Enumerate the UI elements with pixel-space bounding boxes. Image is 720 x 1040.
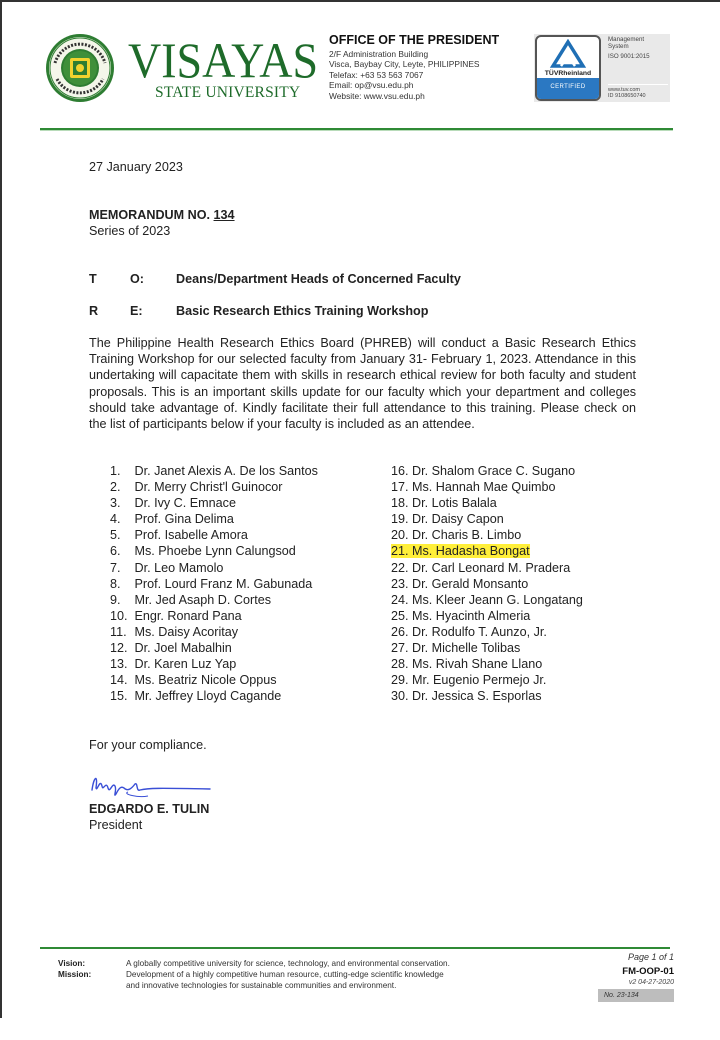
participant-number: 13. [110, 657, 128, 672]
participant-number: 18. [391, 496, 409, 511]
participant-name: Ms. Rivah Shane Llano [412, 657, 543, 672]
participant-name: Ms. Hadasha Bongat [412, 544, 530, 559]
participant-name: Dr. Lotis Balala [412, 496, 497, 511]
participant-number: 12. [110, 641, 128, 656]
participant-name: Dr. Carl Leonard M. Pradera [412, 560, 571, 575]
participant-entry [391, 464, 575, 478]
form-version: v2 04-27-2020 [628, 979, 674, 986]
vision-label: Vision: [58, 959, 86, 968]
participant-name: Dr. Joel Mabalhin [134, 641, 232, 656]
signatory-title: President [89, 818, 143, 832]
re-subject: Basic Research Ethics Training Workshop [176, 304, 429, 318]
participant-name: Dr. Michelle Tolibas [412, 641, 521, 656]
participant-item [391, 511, 583, 527]
form-info [594, 951, 674, 1002]
participant-entry [391, 593, 583, 607]
participant-entry [391, 657, 542, 671]
participant-number: 7. [110, 560, 121, 575]
participant-number: 27. [391, 641, 409, 656]
participant-name: Dr. Shalom Grace C. Sugano [412, 464, 576, 478]
form-number: FM-OOP-01 [622, 966, 674, 977]
participant-entry [391, 641, 520, 655]
participant-number: 29. [391, 673, 409, 688]
participant-entry [391, 480, 556, 494]
highlighted-participant [391, 544, 530, 558]
participant-item [391, 479, 583, 495]
participant-item [391, 672, 583, 688]
participant-item [110, 511, 318, 527]
participant-number: 10. [110, 608, 128, 623]
brand-subtitle: STATE UNIVERSITY [155, 84, 301, 101]
cert-divider [608, 60, 668, 85]
memo-label: MEMORANDUM NO. [89, 208, 211, 222]
participants-list-right [391, 463, 583, 704]
to-recipient: Deans/Department Heads of Concerned Faculty [176, 272, 461, 286]
to-label-b: O: [130, 272, 144, 286]
participant-name: Dr. Jessica S. Esporlas [412, 689, 542, 704]
participant-number: 2. [110, 480, 121, 495]
cert-web: www.tuv.com [608, 86, 640, 93]
participant-item [391, 640, 583, 656]
participant-item [110, 527, 318, 543]
participant-entry [110, 689, 281, 703]
participant-number: 23. [391, 576, 409, 591]
participant-item [110, 640, 318, 656]
participant-entry [110, 464, 318, 478]
participant-item [110, 688, 318, 704]
participant-number: 5. [110, 528, 121, 543]
participant-name: Mr. Jeffrey Lloyd Cagande [134, 689, 282, 704]
brand-name: VISAYAS [128, 32, 319, 88]
participant-entry [391, 561, 570, 575]
participant-name: Dr. Ivy C. Emnace [134, 496, 236, 511]
memo-body: The Philippine Health Research Ethics Board (PHREB) will conduct a Basic Research Ethics Training Workshop for our selected faculty from January 31- February 1, 2023. Attendance in this undertaking will capacitate them with skills in research ethical review for both faculty and student proposals. This is an important skills update for our faculty which your department and colleges should take advantage of. Kindly facilitate their full attendance to this training. Please check on the list of participants below if your faculty is included as an attendee. [89, 336, 636, 432]
participant-item [110, 656, 318, 672]
participant-item [110, 592, 318, 608]
participant-entry [391, 528, 521, 542]
participant-entry [391, 577, 528, 591]
participant-number: 11. [110, 624, 127, 639]
vision-text: A globally competitive university for science, technology, and environmental conservation. [126, 959, 450, 968]
signature-image [88, 768, 218, 800]
participant-name: Ms. Phoebe Lynn Calungsod [134, 544, 296, 559]
footer-statements [126, 958, 566, 991]
participant-name: Ms. Hannah Mae Quimbo [412, 480, 556, 495]
participant-number: 3. [110, 496, 121, 511]
participant-number: 26. [391, 624, 409, 639]
participant-item [391, 624, 583, 640]
participant-item [391, 560, 583, 576]
office-website: Website: www.vsu.edu.ph [329, 90, 425, 101]
participant-number: 24. [391, 592, 409, 607]
participant-name: Prof. Gina Delima [134, 512, 234, 527]
mission-text-line: Development of a highly competitive human resource, cutting-edge scientific knowledge [126, 970, 444, 979]
participant-entry [391, 689, 542, 703]
office-telefax: Telefax: +63 53 563 7067 [329, 69, 424, 80]
participant-name: Mr. Eugenio Permejo Jr. [412, 673, 547, 688]
memo-date: 27 January 2023 [89, 160, 183, 174]
participant-name: Ms. Beatriz Nicole Oppus [134, 673, 277, 688]
participant-name: Dr. Rodulfo T. Aunzo, Jr. [412, 624, 547, 639]
participant-entry [110, 577, 312, 591]
participant-name: Dr. Karen Luz Yap [134, 657, 237, 672]
participant-name: Ms. Kleer Jeann G. Longatang [412, 592, 583, 607]
mission-text-line: and innovative technologies for sustainable communities and environment. [126, 981, 397, 990]
participant-item [110, 576, 318, 592]
participant-name: Dr. Merry Christ'l Guinocor [134, 480, 283, 495]
participant-entry [391, 609, 530, 623]
participant-number: 25. [391, 608, 409, 623]
participant-number: 17. [391, 480, 409, 495]
participant-item [110, 495, 318, 511]
participant-entry [110, 480, 282, 494]
participant-entry [110, 673, 277, 687]
participant-item [391, 543, 583, 559]
office-address-line: Visca, Baybay City, Leyte, PHILIPPINES [329, 59, 480, 70]
participant-item [391, 527, 583, 543]
participant-name: Dr. Janet Alexis A. De los Santos [134, 464, 318, 478]
participant-item [391, 463, 583, 479]
participant-entry [110, 512, 234, 526]
memo-number-line [89, 208, 235, 223]
certified-label: CERTIFIED [537, 78, 599, 99]
participant-item [391, 688, 583, 704]
mission-label: Mission: [58, 970, 92, 979]
cert-details [608, 36, 668, 100]
signatory-name: EDGARDO E. TULIN [89, 802, 210, 816]
participant-item [110, 560, 318, 576]
participant-number: 8. [110, 576, 121, 591]
tuv-triangle-icon [548, 39, 588, 69]
participant-item [110, 608, 318, 624]
participant-name: Dr. Charis B. Limbo [412, 528, 522, 543]
header-divider [40, 128, 673, 130]
page-indicator: Page 1 of 1 [627, 952, 674, 962]
re-label-a: R [89, 304, 99, 318]
participant-entry [110, 657, 236, 671]
footer-divider [40, 947, 670, 949]
cert-system-line: Management [608, 36, 645, 43]
participant-name: Prof. Isabelle Amora [134, 528, 248, 543]
participant-number: 30. [391, 689, 409, 704]
re-label-b: E: [130, 304, 143, 318]
participant-item [110, 672, 318, 688]
participant-number: 15. [110, 689, 128, 704]
memo-number: 134 [213, 208, 235, 222]
reference-number: No. 23-134 [598, 989, 674, 1002]
participant-entry [110, 625, 238, 639]
participant-entry [391, 496, 497, 510]
participant-name: Prof. Lourd Franz M. Gabunada [134, 576, 313, 591]
participant-item [391, 608, 583, 624]
participant-item [110, 624, 318, 640]
office-title: OFFICE OF THE PRESIDENT [329, 33, 500, 47]
participant-number: 19. [391, 512, 409, 527]
participant-name: Dr. Daisy Capon [412, 512, 504, 527]
participant-entry [110, 496, 236, 510]
participant-name: Ms. Hyacinth Almeria [412, 608, 531, 623]
tuv-brand-text: TÜVRheinland [544, 70, 592, 77]
participant-entry [110, 561, 223, 575]
memo-series: Series of 2023 [89, 224, 171, 238]
participant-number: 1. [110, 464, 121, 478]
participant-entry [391, 512, 504, 526]
participant-item [110, 543, 318, 559]
closing-line: For your compliance. [89, 738, 207, 752]
participant-name: Ms. Daisy Acoritay [134, 624, 239, 639]
tuv-certified-badge [535, 35, 601, 101]
participant-number: 4. [110, 512, 121, 527]
participant-item [391, 576, 583, 592]
office-contact-block [329, 49, 480, 101]
footer-labels [58, 958, 120, 980]
participant-number: 20. [391, 528, 409, 543]
participant-name: Dr. Leo Mamolo [134, 560, 224, 575]
participant-entry [391, 673, 546, 687]
participant-number: 14. [110, 673, 128, 688]
participant-number: 21. [391, 544, 409, 559]
participant-item [391, 592, 583, 608]
office-address-line: 2/F Administration Building [329, 49, 429, 59]
participant-entry [110, 544, 296, 558]
participant-name: Dr. Gerald Monsanto [412, 576, 529, 591]
participant-entry [110, 593, 271, 607]
participant-item [391, 656, 583, 672]
cert-id: ID 9108650740 [608, 93, 646, 100]
participant-entry [110, 641, 232, 655]
office-email: Email: op@vsu.edu.ph [329, 80, 414, 91]
university-seal-logo [45, 33, 115, 103]
participants-list-left [110, 463, 318, 704]
participant-number: 6. [110, 544, 121, 559]
participant-number: 22. [391, 560, 409, 575]
participant-name: Mr. Jed Asaph D. Cortes [134, 592, 271, 607]
participant-item [110, 463, 318, 479]
participant-item [110, 479, 318, 495]
participant-item [391, 495, 583, 511]
participant-name: Engr. Ronard Pana [134, 608, 242, 623]
participant-number: 16. [391, 464, 409, 478]
cert-system-line: System [608, 43, 629, 51]
participant-number: 28. [391, 657, 409, 672]
participant-number: 9. [110, 592, 121, 607]
to-label-a: T [89, 272, 97, 286]
participant-entry [110, 609, 242, 623]
participant-entry [110, 528, 248, 542]
cert-iso-standard: ISO 9001:2015 [608, 52, 650, 60]
participant-entry [391, 625, 547, 639]
